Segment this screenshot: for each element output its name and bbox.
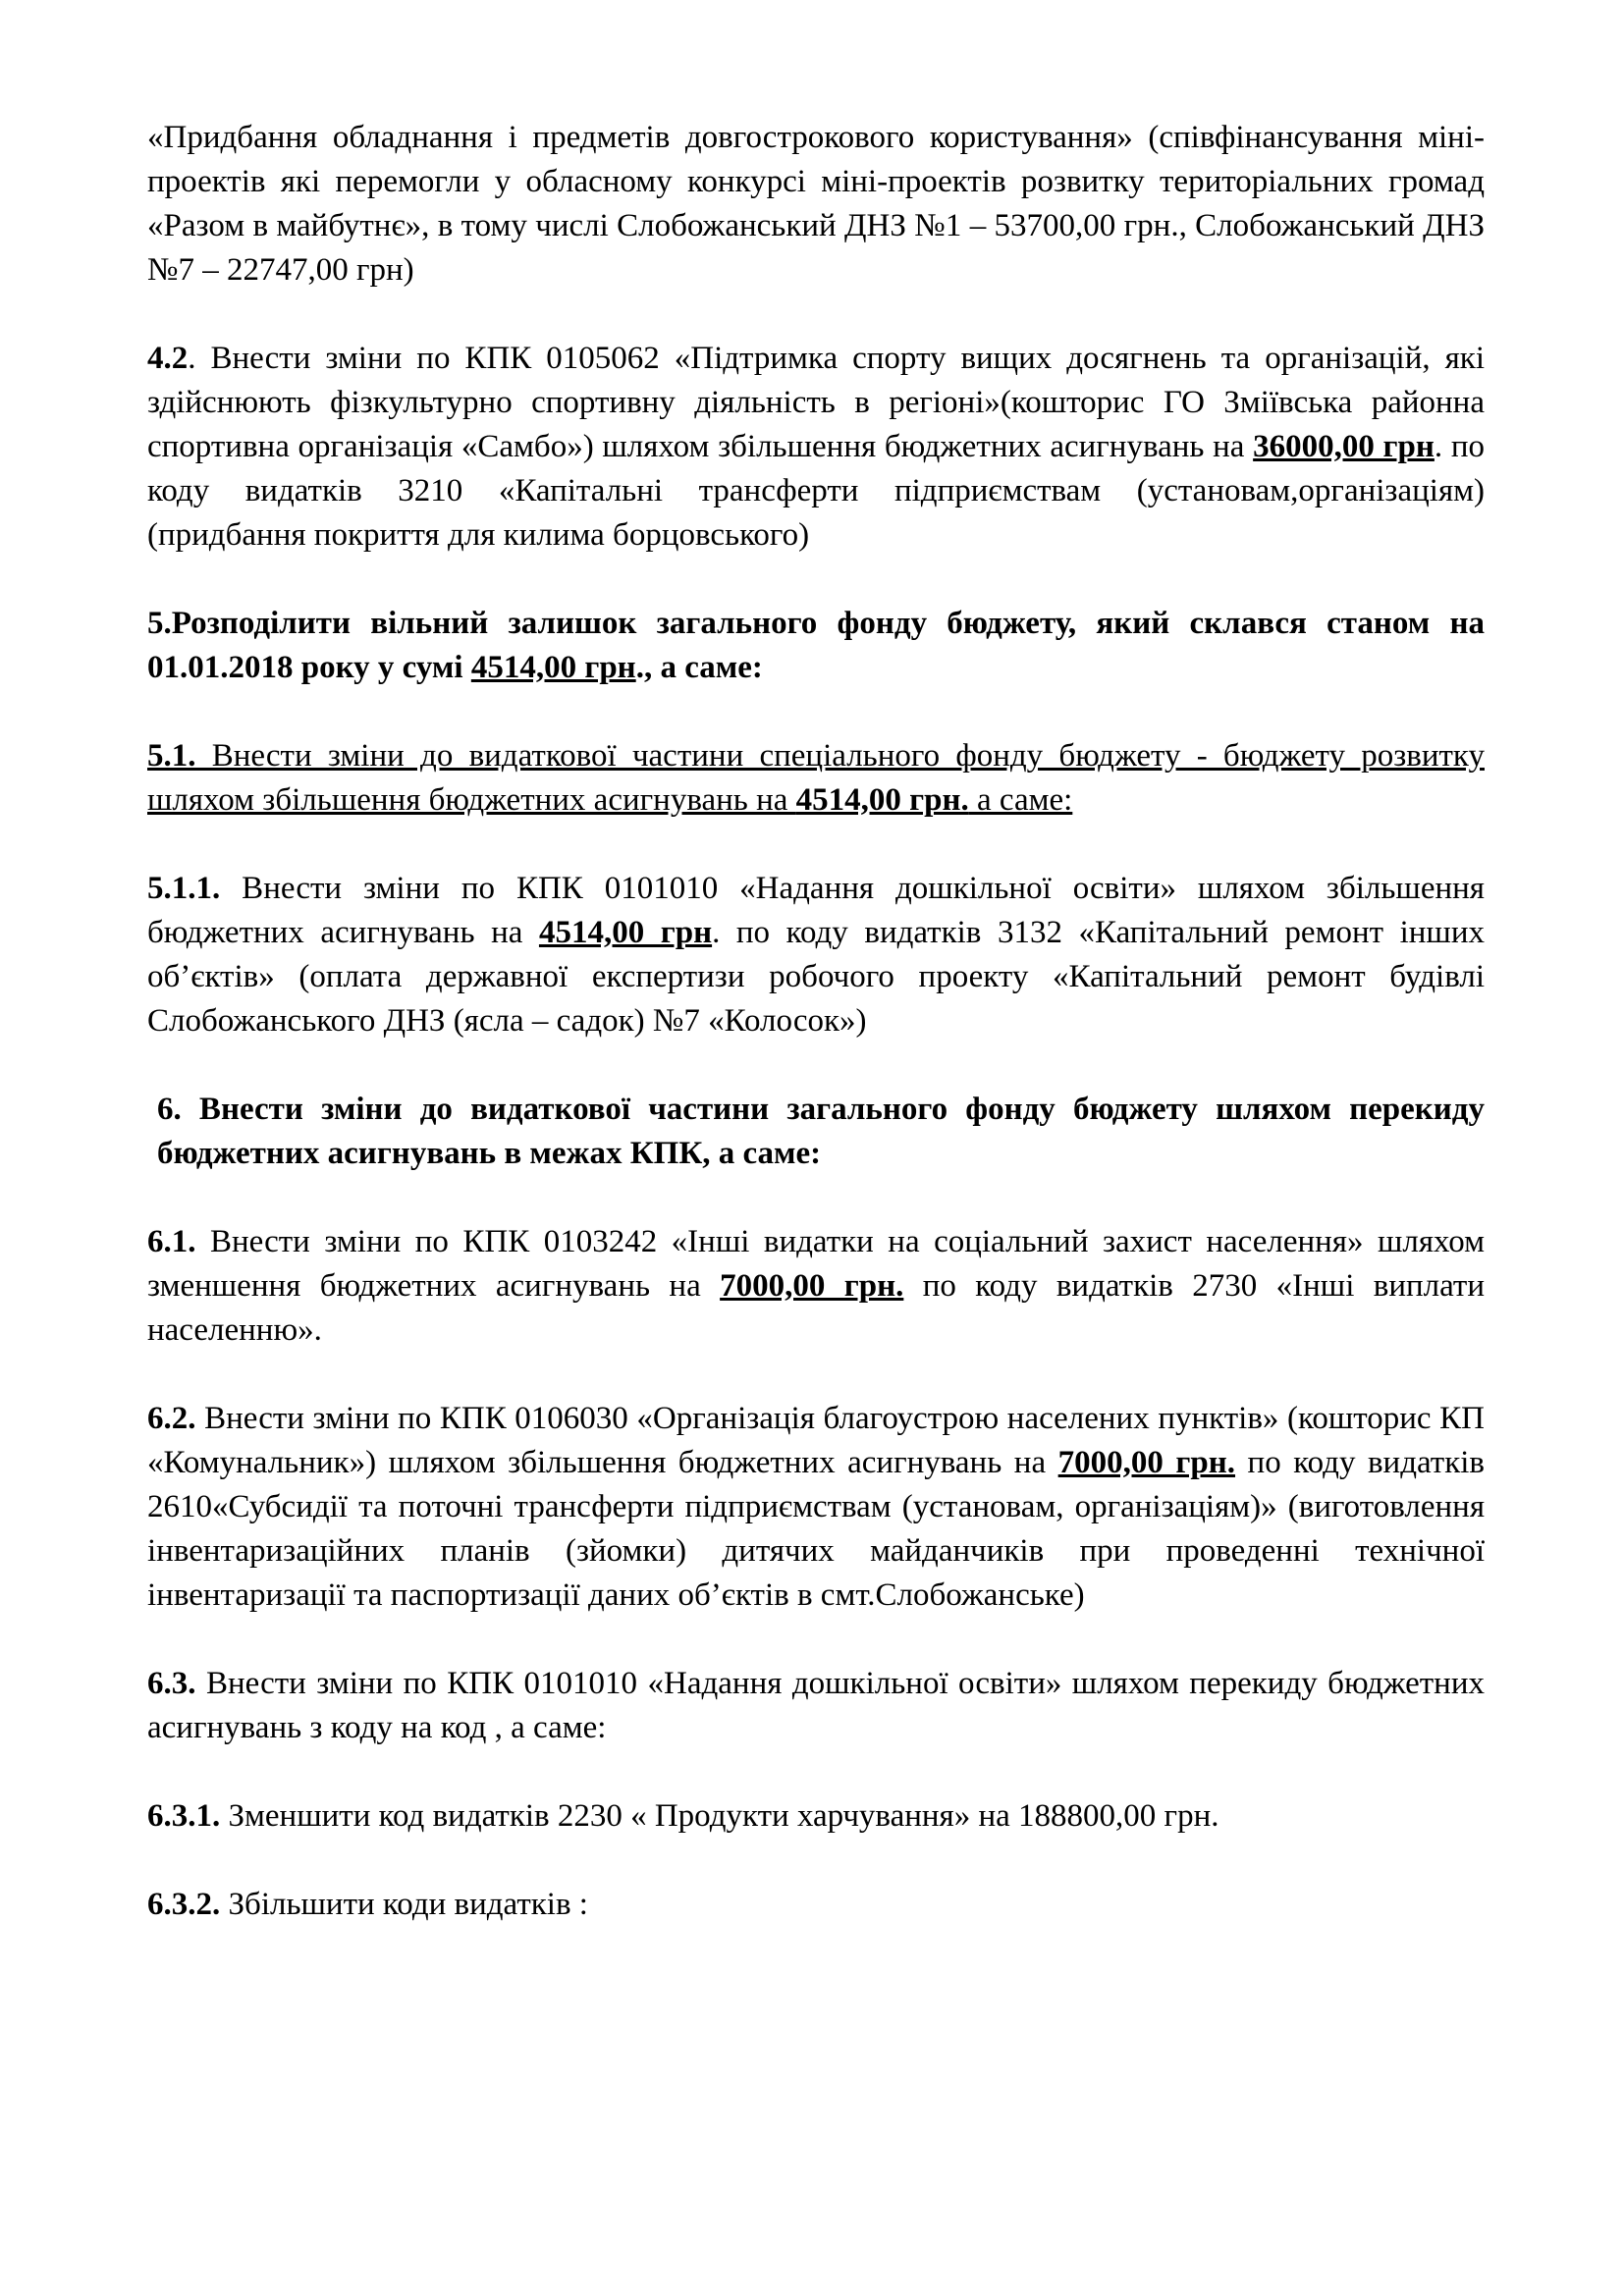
paragraph-6-2 xyxy=(147,1397,1485,1618)
paragraph-4-2 xyxy=(147,337,1485,558)
paragraph-5 xyxy=(147,602,1485,690)
paragraph-intro xyxy=(147,116,1485,293)
amount: 36000,00 грн xyxy=(1253,429,1435,464)
section-text: . по коду видатків 3132 «Капітальний ремонт інших об’єктів» (оплата державної експертизи робочого проекту «Капітальний ремонт будівлі Слобожанського ДНЗ (ясла – садок) №7 «Колосок») xyxy=(147,915,1485,1039)
section-text: Збільшити коди видатків : xyxy=(220,1887,588,1922)
amount: 7000,00 грн. xyxy=(1057,1445,1236,1480)
paragraph-6-3 xyxy=(147,1662,1485,1750)
section-number: 6.3.1. xyxy=(147,1798,221,1834)
section-heading: 5.Розподілити вільний залишок загального фонду бюджету, який склався станом на 01.01.2018 року у сумі xyxy=(147,606,1485,685)
section-text: Внести зміни по КПК 0101010 «Надання дошкільної освіти» шляхом перекиду бюджетних асигнувань з коду на код , а саме: xyxy=(147,1666,1485,1745)
section-number: 6.1. xyxy=(147,1224,196,1259)
amount: 7000,00 грн. xyxy=(720,1268,904,1304)
section-number: 6.3.2. xyxy=(147,1887,221,1922)
section-heading: ., а саме: xyxy=(635,650,763,685)
intro-text: «Придбання обладнання і предметів довгострокового користування» (співфінансування міні-проектів які перемогли у обласному конкурсі міні-проектів розвитку територіальних громад «Разом в майбутнє», в тому числі Слобожанський ДНЗ №1 – 53700,00 грн., Слобожанський ДНЗ №7 – 22747,00 грн) xyxy=(147,120,1485,288)
section-number: 6.3. xyxy=(147,1666,196,1701)
document-page xyxy=(147,116,1485,1927)
paragraph-5-1-1 xyxy=(147,867,1485,1043)
section-number: 6.2. xyxy=(147,1401,196,1436)
paragraph-6-1 xyxy=(147,1220,1485,1353)
amount: 4514,00 грн. xyxy=(795,782,969,818)
section-number: 5.1.1. xyxy=(147,871,221,906)
section-text: Зменшити код видатків 2230 « Продукти харчування» на 188800,00 грн. xyxy=(220,1798,1219,1834)
section-number: 4.2 xyxy=(147,341,189,376)
paragraph-6-3-1 xyxy=(147,1794,1485,1839)
paragraph-6 xyxy=(147,1088,1485,1176)
section-text: Внести зміни по КПК 0103242 «Інші видатки на соціальний захист населення» шляхом зменшення бюджетних асигнувань на xyxy=(147,1224,1485,1304)
section-text: Внести зміни по КПК 0106030 «Організація благоустрою населених пунктів» (кошторис КП «Комунальник») шляхом збільшення бюджетних асигнувань на xyxy=(147,1401,1485,1480)
section-text: Внести зміни по КПК 0101010 «Надання дошкільної освіти» шляхом збільшення бюджетних асигнувань на xyxy=(147,871,1485,950)
paragraph-6-3-2 xyxy=(147,1883,1485,1927)
amount: 4514,00 грн xyxy=(470,650,636,685)
section-text: . по коду видатків 3210 «Капітальні трансферти підприємствам (установам,організаціям) (придбання покриття для килима борцовського) xyxy=(147,429,1485,553)
amount: 4514,00 грн xyxy=(538,915,713,950)
section-text: Внести зміни до видаткової частини спеціального фонду бюджету - бюджету розвитку шляхом збільшення бюджетних асигнувань на xyxy=(147,738,1485,818)
section-heading: 6. Внести зміни до видаткової частини загального фонду бюджету шляхом перекиду бюджетних асигнувань в межах КПК, а саме: xyxy=(157,1092,1485,1171)
section-text: по коду видатків 2610«Субсидії та поточні трансферти підприємствам (установам, організаціям)» (виготовлення інвентаризаційних планів (зйомки) дитячих майданчиків при проведенні технічної інвентаризації та паспортизації даних об’єктів в смт.Слобожанське) xyxy=(147,1445,1485,1613)
section-number: 5.1. xyxy=(147,738,196,774)
section-text: . Внести зміни по КПК 0105062 «Підтримка спорту вищих досягнень та організацій, які здійснюють фізкультурно спортивну діяльність в регіоні»(кошторис ГО Зміївська районна спортивна організація «Самбо») шляхом збільшення бюджетних асигнувань на xyxy=(147,341,1485,464)
section-text: по коду видатків 2730 «Інші виплати населенню». xyxy=(147,1268,1485,1348)
section-text: а саме: xyxy=(968,782,1073,818)
paragraph-5-1 xyxy=(147,734,1485,823)
